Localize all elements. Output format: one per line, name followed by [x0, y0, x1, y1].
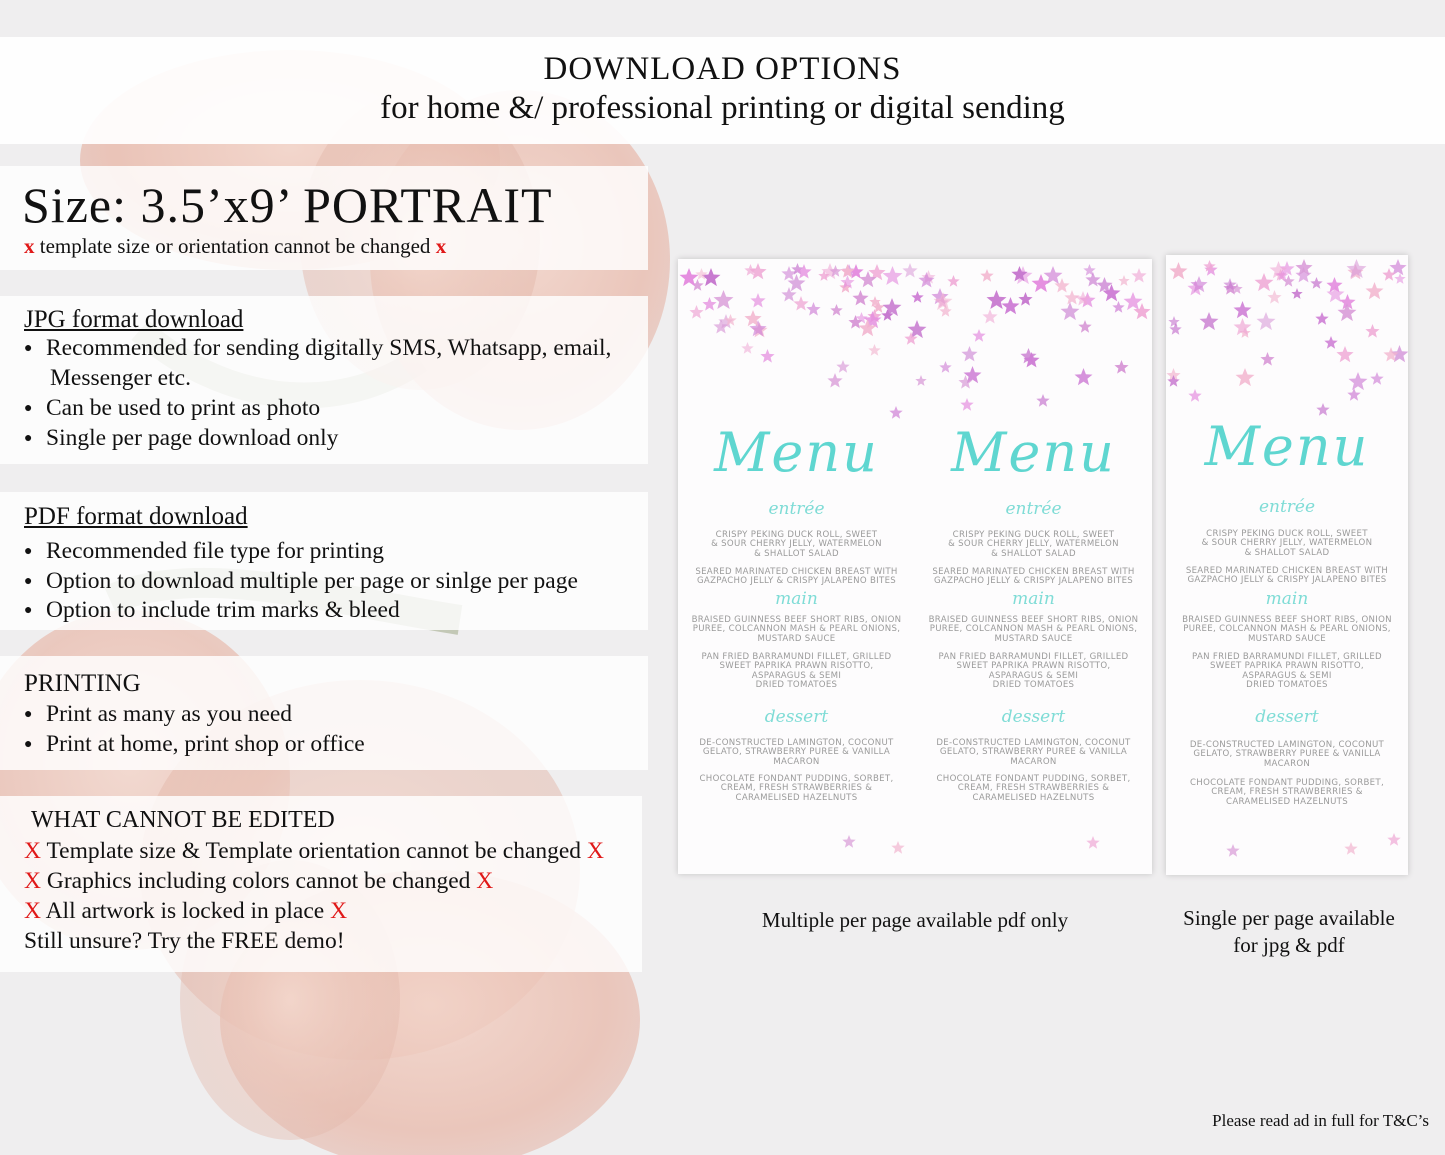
course-heading: entrée	[1258, 497, 1316, 517]
star-icon	[829, 265, 842, 283]
menu-preview-multiple	[678, 259, 1152, 874]
dish-text: PAN FRIED BARRAMUNDI FILLET, GRILLED SWEET PAPRIKA PRAWN RISOTTO, ASPARAGUS & SEMI DRIED TOMATOES	[1192, 652, 1382, 691]
star-icon	[915, 374, 927, 392]
dish-text: SEARED MARINATED CHICKEN BREAST WITH GAZPACHO JELLY & CRISPY JALAPENO BITES	[1185, 566, 1389, 586]
pdf-panel	[0, 492, 648, 630]
bullet-item: ● Print at home, print shop or office	[24, 731, 365, 757]
star-icon	[1036, 394, 1050, 413]
restriction-line: X Graphics including colors cannot be changed X	[24, 868, 494, 894]
course-heading: dessert	[1001, 707, 1066, 727]
jpg-section-title: JPG format download	[24, 306, 244, 333]
course-heading: dessert	[1255, 707, 1319, 727]
star-icon	[1387, 833, 1401, 852]
bullet-dot-icon: ●	[24, 431, 33, 446]
bullet-dot-icon: ●	[24, 574, 33, 589]
star-icon	[980, 269, 994, 288]
dish-text: CRISPY PEKING DUCK ROLL, SWEET & SOUR CHERRY JELLY, WATERMELON & SHALLOT SALAD	[711, 530, 882, 559]
dish-text: CHOCOLATE FONDANT PUDDING, SORBET, CREAM, FRESH STRAWBERRIES & CARAMELISED HAZELNUTS	[1190, 778, 1384, 807]
star-icon	[1086, 836, 1100, 855]
star-icon	[1347, 388, 1361, 407]
star-icon	[1114, 360, 1129, 380]
size-panel	[0, 166, 648, 270]
star-icon	[1326, 277, 1343, 299]
star-icon	[1233, 301, 1252, 325]
star-icon	[1344, 842, 1358, 861]
red-x-mark: x	[24, 234, 35, 258]
dish-text: CHOCOLATE FONDANT PUDDING, SORBET, CREAM, FRESH STRAWBERRIES & CARAMELISED HAZELNUTS	[936, 774, 1131, 803]
dish-text: CHOCOLATE FONDANT PUDDING, SORBET, CREAM, FRESH STRAWBERRIES & CARAMELISED HAZELNUTS	[699, 774, 894, 803]
bullet-item: ● Recommended file type for printing	[24, 538, 385, 564]
course-heading: dessert	[764, 707, 829, 727]
course-heading: main	[775, 589, 818, 609]
star-icon	[806, 302, 821, 322]
star-icon	[882, 298, 902, 323]
dish-text: PAN FRIED BARRAMUNDI FILLET, GRILLED SWEET PAPRIKA PRAWN RISOTTO, ASPARAGUS & SEMI DRIED TOMATOES	[938, 652, 1129, 691]
star-icon	[741, 342, 754, 360]
star-icon	[868, 344, 881, 362]
bullet-dot-icon: ●	[24, 707, 33, 722]
bullet-dot-icon: ●	[24, 341, 33, 356]
star-icon	[1316, 403, 1330, 422]
course-heading: entrée	[1005, 499, 1062, 519]
bullet-item: ● Option to download multiple per page or sinlge per page	[24, 568, 578, 594]
star-icon	[1315, 312, 1329, 331]
red-x-mark: x	[435, 234, 447, 258]
star-icon	[1346, 259, 1367, 285]
star-icon	[904, 332, 918, 351]
menu-script-title: Menu	[714, 421, 879, 484]
bullet-item: ● Can be used to print as photo	[24, 395, 321, 421]
red-x-mark: X	[586, 838, 604, 864]
dish-text: DE-CONSTRUCTED LAMINGTON, COCONUT GELATO, STRAWBERRY PUREE & VANILLA MACARON	[1189, 740, 1385, 769]
star-icon	[1199, 312, 1219, 337]
jpg-panel	[0, 296, 648, 464]
caption-multiple: Multiple per page available pdf only	[761, 908, 1069, 932]
pdf-section-title: PDF format download	[24, 503, 248, 530]
star-icon	[744, 264, 757, 282]
size-note-text: template size or orientation cannot be changed	[39, 234, 431, 258]
caption-single: Single per page available for jpg & pdf	[1183, 906, 1395, 957]
star-icon	[960, 398, 974, 417]
header-banner	[0, 37, 1445, 144]
star-icon	[961, 346, 978, 368]
star-icon	[958, 375, 973, 395]
dish-text: DE-CONSTRUCTED LAMINGTON, COCONUT GELATO, STRAWBERRY PUREE & VANILLA MACARON	[936, 738, 1131, 767]
bullet-item: ● Recommended for sending digitally SMS, Whatsapp, email,	[24, 335, 612, 361]
cannot-edit-title: WHAT CANNOT BE EDITED	[31, 807, 335, 833]
bullet-item: ● Single per page download only	[24, 425, 339, 451]
course-heading: main	[1265, 589, 1309, 609]
dish-text: SEARED MARINATED CHICKEN BREAST WITH GAZPACHO JELLY & CRISPY JALAPENO BITES	[695, 567, 898, 587]
bullet-continuation: Messenger etc.	[50, 365, 191, 391]
star-icon	[918, 272, 935, 294]
star-icon	[1011, 266, 1028, 288]
star-icon	[1112, 301, 1125, 319]
star-icon	[1223, 278, 1237, 297]
star-icon	[1235, 368, 1255, 393]
star-icon	[781, 287, 797, 308]
star-icon	[1276, 269, 1289, 287]
dish-text: BRAISED GUINNESS BEEF SHORT RIBS, ONION PUREE, COLCANNON MASH & PEARL ONIONS, MUSTARD SAUCE	[691, 615, 902, 644]
star-icon	[947, 275, 960, 293]
star-icon	[1074, 368, 1093, 392]
star-icon	[744, 310, 762, 333]
star-icon	[1188, 389, 1202, 408]
star-icon	[842, 835, 856, 854]
star-icon	[1054, 278, 1070, 299]
red-x-mark: X	[476, 868, 494, 894]
star-icon	[939, 361, 952, 379]
printing-panel	[0, 656, 648, 770]
star-icon	[1169, 323, 1182, 341]
cannot-edit-panel	[0, 796, 642, 972]
star-icon	[902, 263, 918, 284]
page-title: DOWNLOAD OPTIONS	[543, 51, 902, 87]
restriction-line: X Template size & Template orientation cannot be changed X	[24, 838, 604, 864]
restriction-line: X All artwork is locked in place X	[24, 898, 348, 924]
star-icon	[1383, 347, 1399, 368]
bullet-item: ● Print as many as you need	[24, 701, 293, 727]
menu-preview-single	[1166, 255, 1408, 875]
star-icon	[796, 264, 812, 285]
star-icon	[889, 406, 903, 425]
menu-script-title: Menu	[951, 421, 1116, 484]
star-icon	[724, 314, 737, 332]
star-icon	[1226, 844, 1240, 863]
star-icon	[1169, 262, 1188, 286]
star-icon	[1365, 324, 1380, 344]
star-icon	[1023, 352, 1040, 374]
star-icon	[1267, 290, 1282, 310]
bullet-item: ● Option to include trim marks & bleed	[24, 597, 400, 623]
size-note	[24, 234, 446, 259]
dish-text: CRISPY PEKING DUCK ROLL, SWEET & SOUR CHERRY JELLY, WATERMELON & SHALLOT SALAD	[948, 530, 1119, 559]
star-icon	[1167, 375, 1180, 393]
star-icon	[1256, 312, 1276, 337]
dish-text: DE-CONSTRUCTED LAMINGTON, COCONUT GELATO, STRAWBERRY PUREE & VANILLA MACARON	[699, 738, 894, 767]
printing-section-title: PRINTING	[24, 670, 141, 697]
course-heading: entrée	[768, 499, 825, 519]
star-icon	[1365, 282, 1384, 306]
star-icon	[1190, 276, 1208, 299]
star-icon	[1370, 372, 1384, 391]
dish-text: BRAISED GUINNESS BEEF SHORT RIBS, ONION PUREE, COLCANNON MASH & PEARL ONIONS, MUSTARD SAUCE	[928, 615, 1139, 644]
star-icon	[1075, 291, 1091, 312]
demo-prompt: Still unsure? Try the FREE demo!	[24, 928, 345, 954]
red-x-mark: X	[24, 868, 41, 894]
red-x-mark: X	[330, 898, 348, 924]
star-icon	[848, 315, 863, 335]
bullet-dot-icon: ●	[24, 544, 33, 559]
size-title: Size: 3.5’x9’ PORTRAIT	[22, 177, 553, 233]
bullet-dot-icon: ●	[24, 737, 33, 752]
star-icon	[830, 304, 843, 322]
bullet-dot-icon: ●	[24, 401, 33, 416]
menu-script-title: Menu	[1204, 415, 1370, 478]
red-x-mark: X	[24, 898, 41, 924]
course-heading: main	[1012, 589, 1055, 609]
terms-note: Please read ad in full for T&C’s	[1212, 1111, 1429, 1130]
star-icon	[1133, 303, 1151, 326]
menu-column	[1166, 255, 1408, 875]
star-icon	[1083, 264, 1096, 282]
star-icon	[679, 268, 699, 293]
star-icon	[986, 290, 1007, 316]
dish-text: SEARED MARINATED CHICKEN BREAST WITH GAZPACHO JELLY & CRISPY JALAPENO BITES	[932, 567, 1135, 587]
dish-text: CRISPY PEKING DUCK ROLL, SWEET & SOUR CHERRY JELLY, WATERMELON & SHALLOT SALAD	[1201, 529, 1373, 558]
page-subtitle: for home &/ professional printing or digital sending	[380, 90, 1065, 126]
star-icon	[891, 841, 905, 860]
star-icon	[1394, 272, 1406, 290]
dish-text: PAN FRIED BARRAMUNDI FILLET, GRILLED SWEET PAPRIKA PRAWN RISOTTO, ASPARAGUS & SEMI DRIED TOMATOES	[701, 652, 892, 691]
star-icon	[836, 360, 850, 379]
star-icon	[1337, 303, 1357, 328]
star-icon	[840, 264, 855, 284]
star-icon	[1336, 346, 1354, 369]
star-icon	[1203, 260, 1216, 278]
star-icon	[1260, 352, 1275, 372]
star-icon	[760, 349, 775, 369]
bullet-dot-icon: ●	[24, 603, 33, 618]
star-icon	[713, 290, 734, 316]
star-icon	[1131, 268, 1147, 289]
red-x-mark: X	[24, 838, 41, 864]
star-icon	[939, 305, 952, 323]
star-icon	[1295, 259, 1313, 282]
dish-text: BRAISED GUINNESS BEEF SHORT RIBS, ONION PUREE, COLCANNON MASH & PEARL ONIONS, MUSTARD SAUCE	[1182, 615, 1392, 644]
